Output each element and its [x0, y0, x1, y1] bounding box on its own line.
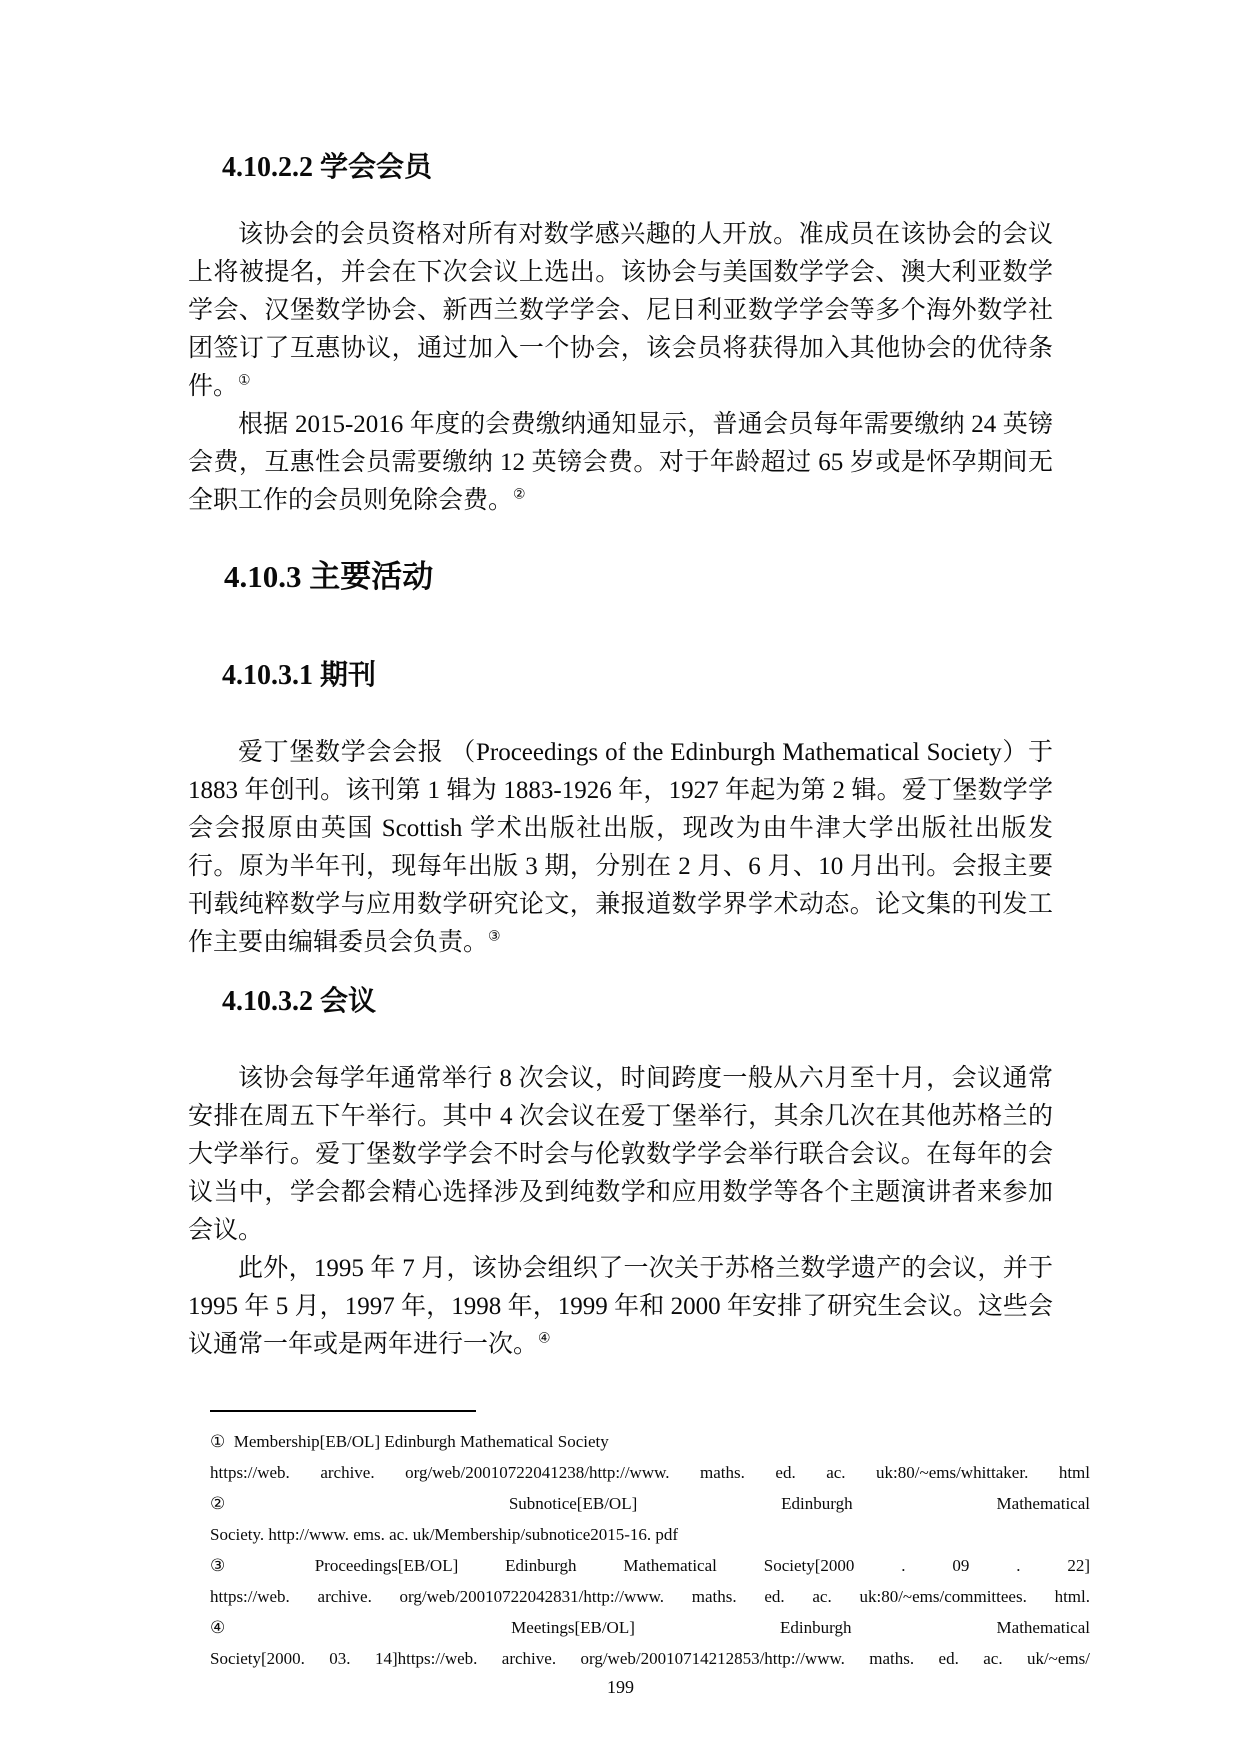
heading-main-activities: 4.10.3 主要活动: [224, 559, 434, 594]
footnote-ref-4: ④: [538, 1331, 551, 1347]
footnote-ref-2: ②: [513, 487, 526, 503]
paragraph-membership-1-text: 该协会的会员资格对所有对数学感兴趣的人开放。准成员在该协会的会议上将被提名，并会在下次会议上选出。该协会与美国数学学会、澳大利亚数学学会、汉堡数学协会、新西兰数学学会、尼日利亚数学学会等多个海外数学社团签订了互惠协议，通过加入一个协会，该会员将获得加入其他协会的优待条件。: [188, 221, 1053, 400]
footnote-ref-1: ①: [238, 373, 251, 389]
paragraph-meetings-1-text: 该协会每学年通常举行 8 次会议，时间跨度一般从六月至十月，会议通常安排在周五下午举行。其中 4 次会议在爱丁堡举行，其余几次在其他苏格兰的大学举行。爱丁堡数学学会不时会与伦敦数学学会举行联合会议。在每年的会议当中，学会都会精心选择涉及到纯数学和应用数学等各个主题演讲者来参加会议。: [188, 1065, 1053, 1244]
footnote-separator: [210, 1410, 476, 1412]
footnote-ref-3: ③: [488, 929, 501, 945]
paragraph-meetings-2-text: 此外，1995 年 7 月，该协会组织了一次关于苏格兰数学遗产的会议，并于 1995 年 5 月，1997 年，1998 年，1999 年和 2000 年安排了研究生会议。这些会议通常一年或是两年进行一次。: [188, 1255, 1053, 1358]
paragraph-meetings-2: [188, 1250, 1053, 1364]
footnote-line: ① Membership[EB/OL] Edinburgh Mathematical Society: [210, 1432, 609, 1451]
paragraph-meetings-1: [188, 1060, 1053, 1250]
footnote-line: https://web. archive. org/web/20010722041238/http://www. maths. ed. ac. uk:80/~ems/whittaker. html: [210, 1463, 1090, 1482]
footnote-line: Society. http://www. ems. ac. uk/Membership/subnotice2015-16. pdf: [210, 1525, 679, 1544]
paragraph-membership-2-text: 根据 2015-2016 年度的会费缴纳通知显示，普通会员每年需要缴纳 24 英镑会费，互惠性会员需要缴纳 12 英镑会费。对于年龄超过 65 岁或是怀孕期间无全职工作的会员则免除会费。: [188, 411, 1053, 514]
footnote-line: Society[2000. 03. 14]https://web. archive. org/web/20010714212853/http://www. maths. ed. ac. uk/~ems/: [210, 1649, 1090, 1668]
paragraph-journal: [188, 734, 1053, 962]
heading-journal: 4.10.3.1 期刊: [222, 660, 377, 691]
footnote-line: ④ Meetings[EB/OL] Edinburgh Mathematical: [210, 1618, 1090, 1637]
footnotes: [210, 1426, 1090, 1674]
paragraph-membership-1: [188, 216, 1053, 406]
heading-meetings: 4.10.3.2 会议: [222, 986, 377, 1017]
footnote-line: ② Subnotice[EB/OL] Edinburgh Mathematical: [210, 1494, 1090, 1513]
page-number: 199: [607, 1677, 634, 1697]
heading-membership: 4.10.2.2 学会会员: [222, 152, 433, 183]
footnote-line: ③ Proceedings[EB/OL] Edinburgh Mathematical Society[2000 . 09 . 22]: [210, 1556, 1090, 1575]
paragraph-journal-text: 爱丁堡数学会会报 （Proceedings of the Edinburgh Mathematical Society）于 1883 年创刊。该刊第 1 辑为 1883-1926 年，1927 年起为第 2 辑。爱丁堡数学学会会报原由英国 Scottish 学术出版社出版，现改为由牛津大学出版社出版发行。原为半年刊，现每年出版 3 期，分别在 2 月、6 月、10 月出刊。会报主要刊载纯粹数学与应用数学研究论文，兼报道数学界学术动态。论文集的刊发工作主要由编辑委员会负责。: [188, 739, 1053, 956]
footnote-line: https://web. archive. org/web/20010722042831/http://www. maths. ed. ac. uk:80/~ems/committees. html.: [210, 1587, 1090, 1606]
paragraph-membership-2: [188, 406, 1053, 520]
